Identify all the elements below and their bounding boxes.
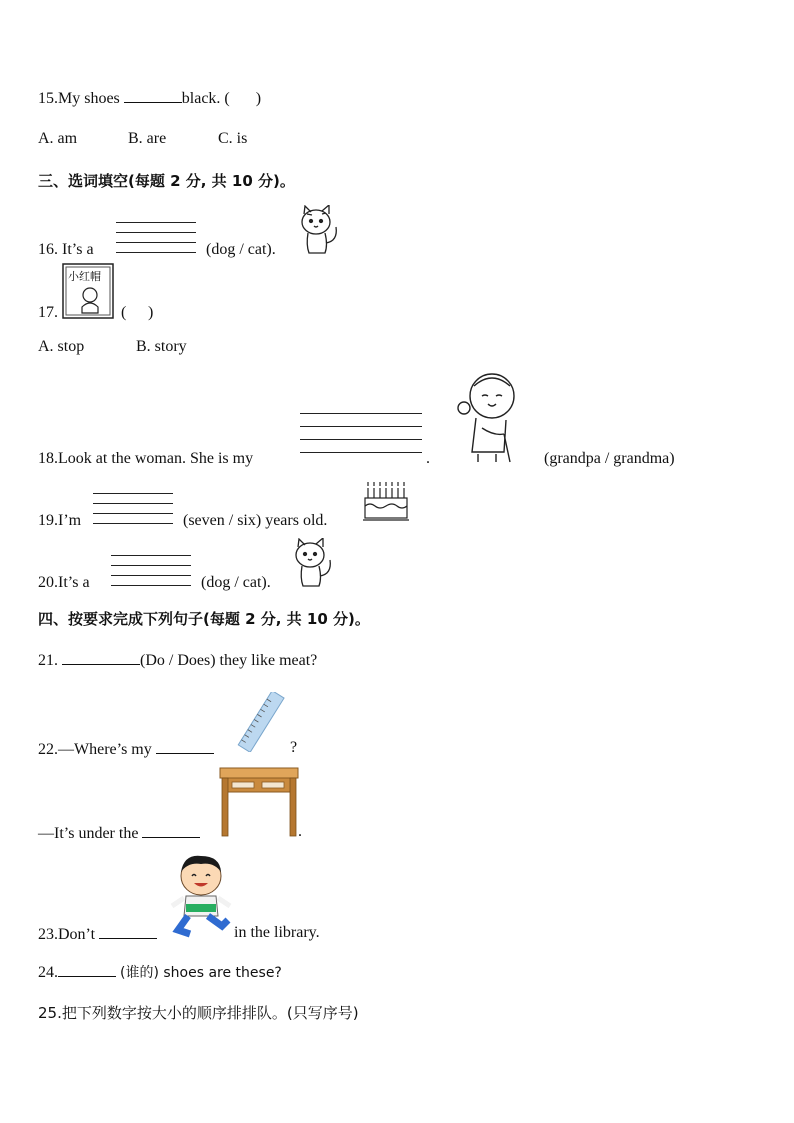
q22-answer-end: .	[298, 823, 302, 840]
q22-blank-2[interactable]	[142, 823, 200, 838]
q17-label: 17.	[38, 304, 58, 321]
question-24	[38, 962, 282, 982]
q24-number: 24.	[38, 964, 58, 981]
q21-text: (Do / Does) they like meat?	[140, 652, 318, 669]
grandma-icon	[454, 370, 530, 464]
q18-writing-lines[interactable]	[300, 413, 422, 462]
q16-label: 16. It’s a	[38, 241, 94, 258]
section-4-title: 四、按要求完成下列句子(每题 2 分, 共 10 分)。	[38, 610, 370, 628]
q24-blank[interactable]	[58, 962, 116, 977]
q16-writing-lines[interactable]	[116, 222, 196, 262]
q22-question	[38, 739, 214, 759]
q22-answer-text: —It’s under the	[38, 825, 139, 842]
cat-icon	[298, 205, 344, 255]
q20-label: 20.It’s a	[38, 574, 90, 591]
q22-blank-1[interactable]	[156, 739, 214, 754]
q21-number: 21.	[38, 652, 58, 669]
q15-option-a[interactable]: A. am	[38, 130, 78, 147]
ruler-icon	[232, 692, 292, 752]
q19-choices: (seven / six) years old.	[183, 512, 328, 529]
q15-pre: My shoes	[58, 90, 120, 107]
q22-question-text: 22.—Where’s my	[38, 741, 152, 758]
q21-blank[interactable]	[62, 650, 140, 665]
running-boy-icon	[168, 852, 234, 940]
q18-label: 18.Look at the woman. She is my	[38, 450, 254, 467]
q19-label: 19.I’m	[38, 512, 82, 529]
q15-number: 15.	[38, 90, 58, 107]
q17-paren-open: (	[121, 304, 127, 321]
desk-icon	[218, 764, 300, 838]
q17-paren-close: )	[148, 304, 154, 321]
q23-pre	[38, 924, 157, 944]
q15-post: black. (	[181, 90, 230, 107]
q24-text: (谁的) shoes are these?	[120, 965, 282, 981]
q23-pre-text: 23.Don’t	[38, 926, 96, 943]
q17-option-a[interactable]: A. stop	[38, 338, 85, 355]
q15-option-b[interactable]: B. are	[128, 130, 167, 147]
q20-choices: (dog / cat).	[201, 574, 271, 591]
question-21	[38, 650, 317, 670]
q23-post: in the library.	[234, 924, 320, 941]
q23-blank[interactable]	[99, 924, 157, 939]
q18-dot: .	[426, 450, 430, 467]
birthday-cake-icon	[362, 478, 410, 524]
q15-close: )	[255, 90, 262, 107]
q15-blank[interactable]	[124, 88, 182, 103]
q20-writing-lines[interactable]	[111, 555, 191, 595]
q18-choices: (grandpa / grandma)	[544, 450, 675, 467]
q19-writing-lines[interactable]	[93, 493, 173, 533]
q15-option-c[interactable]: C. is	[218, 130, 248, 147]
q17-option-b[interactable]: B. story	[136, 338, 187, 355]
question-25: 25.把下列数字按大小的顺序排排队。(只写序号)	[38, 1004, 359, 1022]
q22-question-end: ?	[290, 739, 298, 756]
section-3-title: 三、选词填空(每题 2 分, 共 10 分)。	[38, 172, 295, 190]
cat-icon	[292, 538, 338, 588]
question-15	[38, 88, 261, 108]
q16-choices: (dog / cat).	[206, 241, 276, 258]
q22-answer	[38, 823, 200, 843]
book-title: 小红帽	[68, 270, 101, 283]
